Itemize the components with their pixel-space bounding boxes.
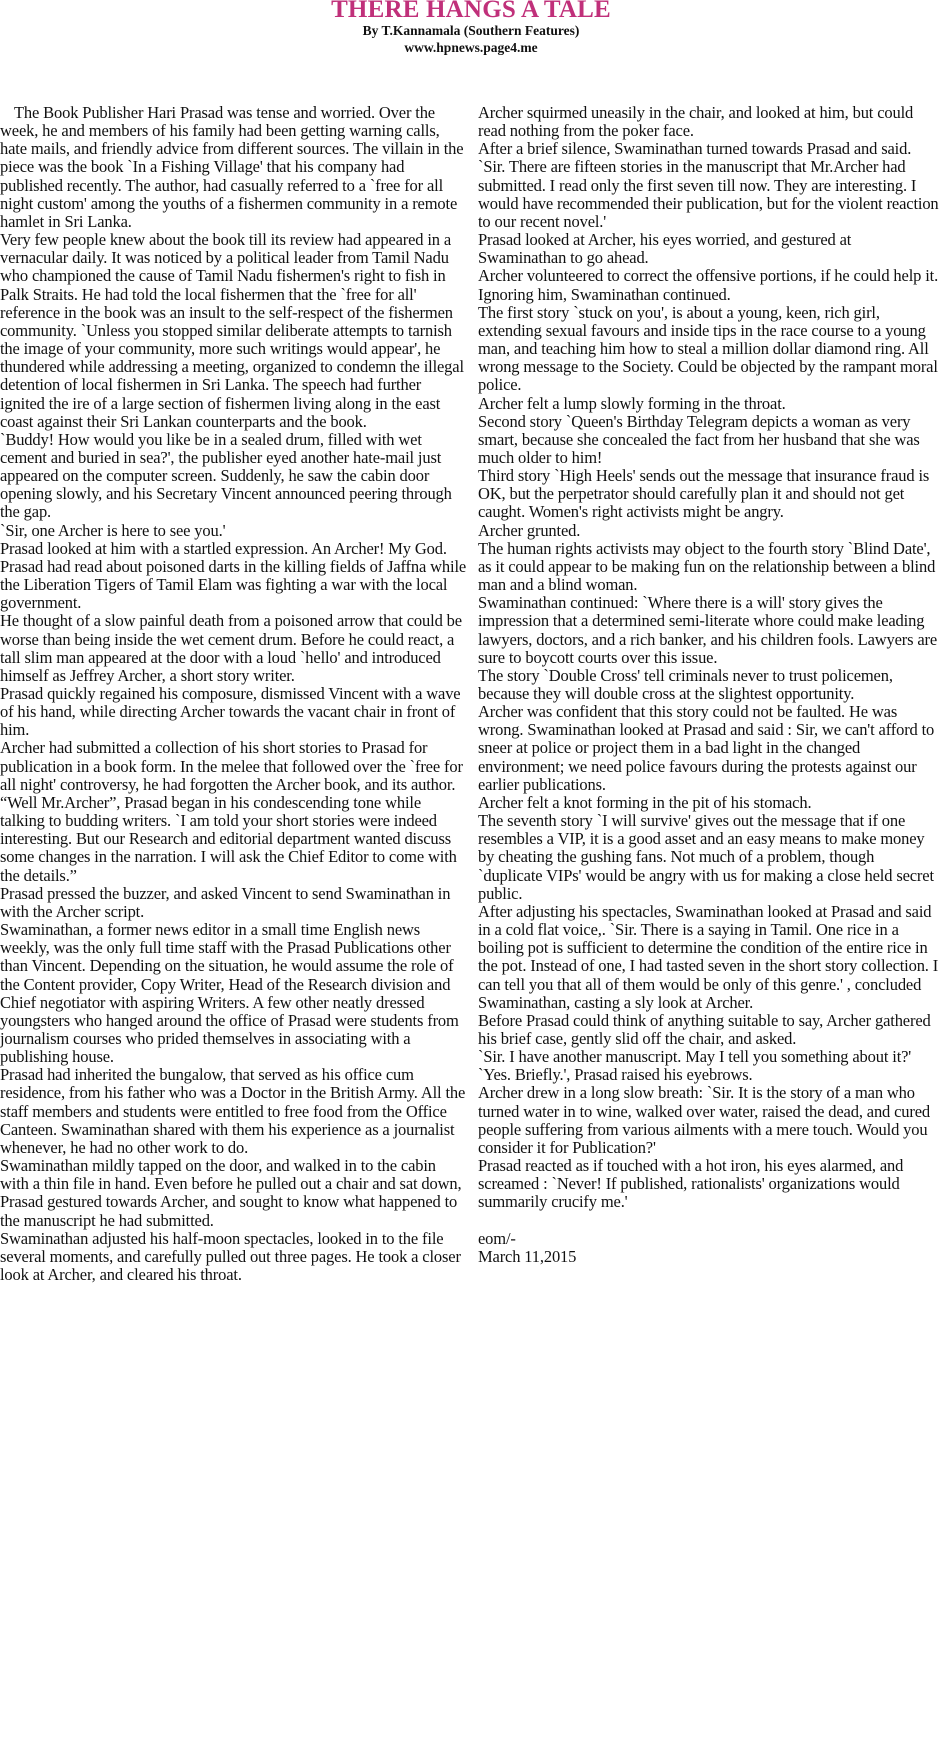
paragraph: “Well Mr.Archer”, Prasad began in his condescending tone while talking to budding writers. `I am told your short stories were indeed interesting. But our Research and editorial department wanted discuss some changes in the narration. I will ask the Chief Editor to come with the details.” <box>0 792 457 885</box>
paragraph: Very few people knew about the book till its review had appeared in a vernacular daily. It was noticed by a political leader from Tamil Nadu who championed the cause of Tamil Nadu fishermen's right to fish in Palk Straits. He had told the local fishermen that the `free for all' reference in the book was an insult to the self-respect of the fishermen community. `Unless you stopped similar deliberate attempts to tarnish the image of your community, more such writings would appear', he thundered while addressing a meeting, organized to condemn the illegal detention of local fishermen in Sri Lanka. The speech had further ignited the ire of a large section of fishermen living along in the east coast against their Sri Lankan counterparts and the book. <box>0 230 464 431</box>
article-byline: By T.Kannamala (Southern Features) <box>362 23 580 38</box>
article-title: THERE HANGS A TALE <box>331 0 611 23</box>
paragraph: The human rights activists may object to the fourth story `Blind Date', as it could appear to be making fun on the relationship between a blind man and a blind woman. <box>478 538 936 595</box>
paragraph: Swaminathan continued: `Where there is a will' story gives the impression that a determined semi-literate whore could make leading lawyers, doctors, and a rich banker, and his children fools. Lawyers are sure to boycott courts over this issue. <box>478 593 938 667</box>
paragraph: Third story `High Heels' sends out the message that insurance fraud is OK, but the perpetrator should carefully plan it and should not get caught. Women's right activists might be angry. <box>478 466 930 522</box>
paragraph: Prasad looked at Archer, his eyes worried, and gestured at Swaminathan to go ahead. <box>478 230 852 268</box>
paragraph: Swaminathan, a former news editor in a small time English news weekly, was the only full time staff with the Prasad Publications other than Vincent. Depending on the situation, he would assume the role of the Content provider, Copy Writer, Head of the Research division and Chief negotiator with aspiring Writers. A few other neatly dressed youngsters who hanged around the office of Prasad were students from journalism courses who prided themselves in associating with a publishing house. <box>0 920 459 1067</box>
paragraph: Ignoring him, Swaminathan continued. <box>478 284 731 304</box>
article-website: www.hpnews.page4.me <box>404 40 538 55</box>
paragraph: Prasad had inherited the bungalow, that served as his office cum residence, from his father who was a Doctor in the British Army. All the staff members and students were entitled to free food from the Office Canteen. Swaminathan shared with them his experience as a journalist whenever, he had no other work to do. <box>0 1065 466 1157</box>
paragraph: Archer drew in a long slow breath: `Sir. It is the story of a man who turned water in to wine, walked over water, raised the dead, and cured people suffering from various ailments with a mere touch. Would you consider it for Publication?' <box>478 1083 931 1157</box>
paragraph: `Sir, one Archer is here to see you.' <box>0 520 226 540</box>
left-column <box>0 104 468 1284</box>
paragraph: `Sir. I have another manuscript. May I tell you something about it?' <box>478 1047 912 1067</box>
paragraph: Archer was confident that this story could not be faulted. He was wrong. Swaminathan looked at Prasad and said : Sir, we can't afford to sneer at police or project them in a bad light in the changed environment; we need police favours during the protests against our earlier publications. <box>478 702 935 794</box>
paragraph: Prasad pressed the buzzer, and asked Vincent to send Swaminathan in with the Archer script. <box>0 883 451 921</box>
paragraph: `Buddy! How would you like be in a sealed drum, filled with wet cement and buried in sea?', the publisher eyed another hate-mail just appeared on the computer screen. Suddenly, he saw the cabin door opening slowly, and his Secretary Vincent announced peering through the gap. <box>0 429 452 522</box>
paragraph: Archer volunteered to correct the offensive portions, if he could help it. <box>478 266 939 286</box>
spacer <box>478 1212 940 1230</box>
paragraph: Prasad had read about poisoned darts in the killing fields of Jaffna while the Liberation Tigers of Tamil Elam was fighting a war with the local government. <box>0 556 467 613</box>
paragraph: The seventh story `I will survive' gives out the message that if one resembles a VIP, it is a good asset and an easy means to make money by cheating the gushing fans. Not much of a problem, though `duplicate VIPs' would be angry with us for making a close held secret public. <box>478 811 934 903</box>
paragraph: After a brief silence, Swaminathan turned towards Prasad and said. <box>478 139 912 159</box>
paragraph: The first story `stuck on you', is about a young, keen, rich girl, extending sexual favours and inside tips in the race course to a young man, and teaching him how to steal a million dollar diamond ring. All wrong message to the Society. Could be objected by the rampant moral police. <box>478 302 938 395</box>
paragraph: Swaminathan mildly tapped on the door, and walked in to the cabin with a thin file in hand. Even before he pulled out a chair and sat down, Prasad gestured towards Archer, and sought to know what happened to the manuscript he had submitted. <box>0 1156 462 1230</box>
paragraph: Archer squirmed uneasily in the chair, and looked at him, but could read nothing from the poker face. <box>478 103 914 141</box>
paragraph: Archer felt a knot forming in the pit of his stomach. <box>478 792 812 812</box>
paragraph: Archer had submitted a collection of his short stories to Prasad for publication in a book form. In the melee that followed over the `free for all night' controversy, he had forgotten the Archer book, and its author. <box>0 738 463 794</box>
paragraph: Archer grunted. <box>478 520 581 540</box>
paragraph: The story `Double Cross' tell criminals never to trust policemen, because they will double cross at the slightest opportunity. <box>478 665 893 703</box>
paragraph: `Sir. There are fifteen stories in the manuscript that Mr.Archer had submitted. I read only the first seven till now. They are interesting. I would have recommended their publication, but for the violent reaction to our recent novel.' <box>478 157 939 231</box>
paragraph: Second story `Queen's Birthday Telegram depicts a woman as very smart, because she concealed the fact from her husband that she was much older to him! <box>478 411 920 467</box>
paragraph: Prasad quickly regained his composure, dismissed Vincent with a wave of his hand, while directing Archer towards the vacant chair in front of him. <box>0 684 461 740</box>
article-date: March 11,2015 <box>478 1246 577 1266</box>
paragraph: Prasad looked at him with a startled expression. An Archer! My God. <box>0 538 447 558</box>
paragraph: He thought of a slow painful death from a poisoned arrow that could be worse than being inside the wet cement drum. Before he could react, a tall slim man appeared at the door with a loud `hello' and introduced himself as Jeffrey Archer, a short story writer. <box>0 611 462 685</box>
paragraph: The Book Publisher Hari Prasad was tense and worried. Over the week, he and members of his family had been getting warning calls, hate mails, and friendly advice from different sources. The villain in the piece was the book `In a Fishing Village' that his company had published recently. The author, had casually referred to a `free for all night custom' among the youths of a fishermen community in a remote hamlet in Sri Lanka. <box>0 103 464 231</box>
paragraph: `Yes. Briefly.', Prasad raised his eyebrows. <box>478 1065 753 1085</box>
paragraph: Swaminathan adjusted his half-moon spectacles, looked in to the file several moments, and carefully pulled out three pages. He took a closer look at Archer, and cleared his throat. <box>0 1228 461 1284</box>
end-of-matter-mark: eom/- <box>478 1228 516 1248</box>
paragraph: Archer felt a lump slowly forming in the throat. <box>478 393 786 413</box>
article-header <box>0 0 942 56</box>
paragraph: After adjusting his spectacles, Swaminathan looked at Prasad and said in a cold flat voice,. `Sir. There is a saying in Tamil. One rice in a boiling pot is sufficient to determine the condition of the entire rice in the pot. Instead of one, I had tasted seven in the short story collection. I can tell you that all of them would be only of this genre.' , concluded Swaminathan, casting a sly look at Archer. <box>478 901 939 1012</box>
right-column <box>478 104 940 1266</box>
paragraph: Before Prasad could think of anything suitable to say, Archer gathered his brief case, gently slid off the chair, and asked. <box>478 1010 931 1048</box>
paragraph: Prasad reacted as if touched with a hot iron, his eyes alarmed, and screamed : `Never! If published, rationalists' organizations would summarily crucify me.' <box>478 1156 904 1212</box>
